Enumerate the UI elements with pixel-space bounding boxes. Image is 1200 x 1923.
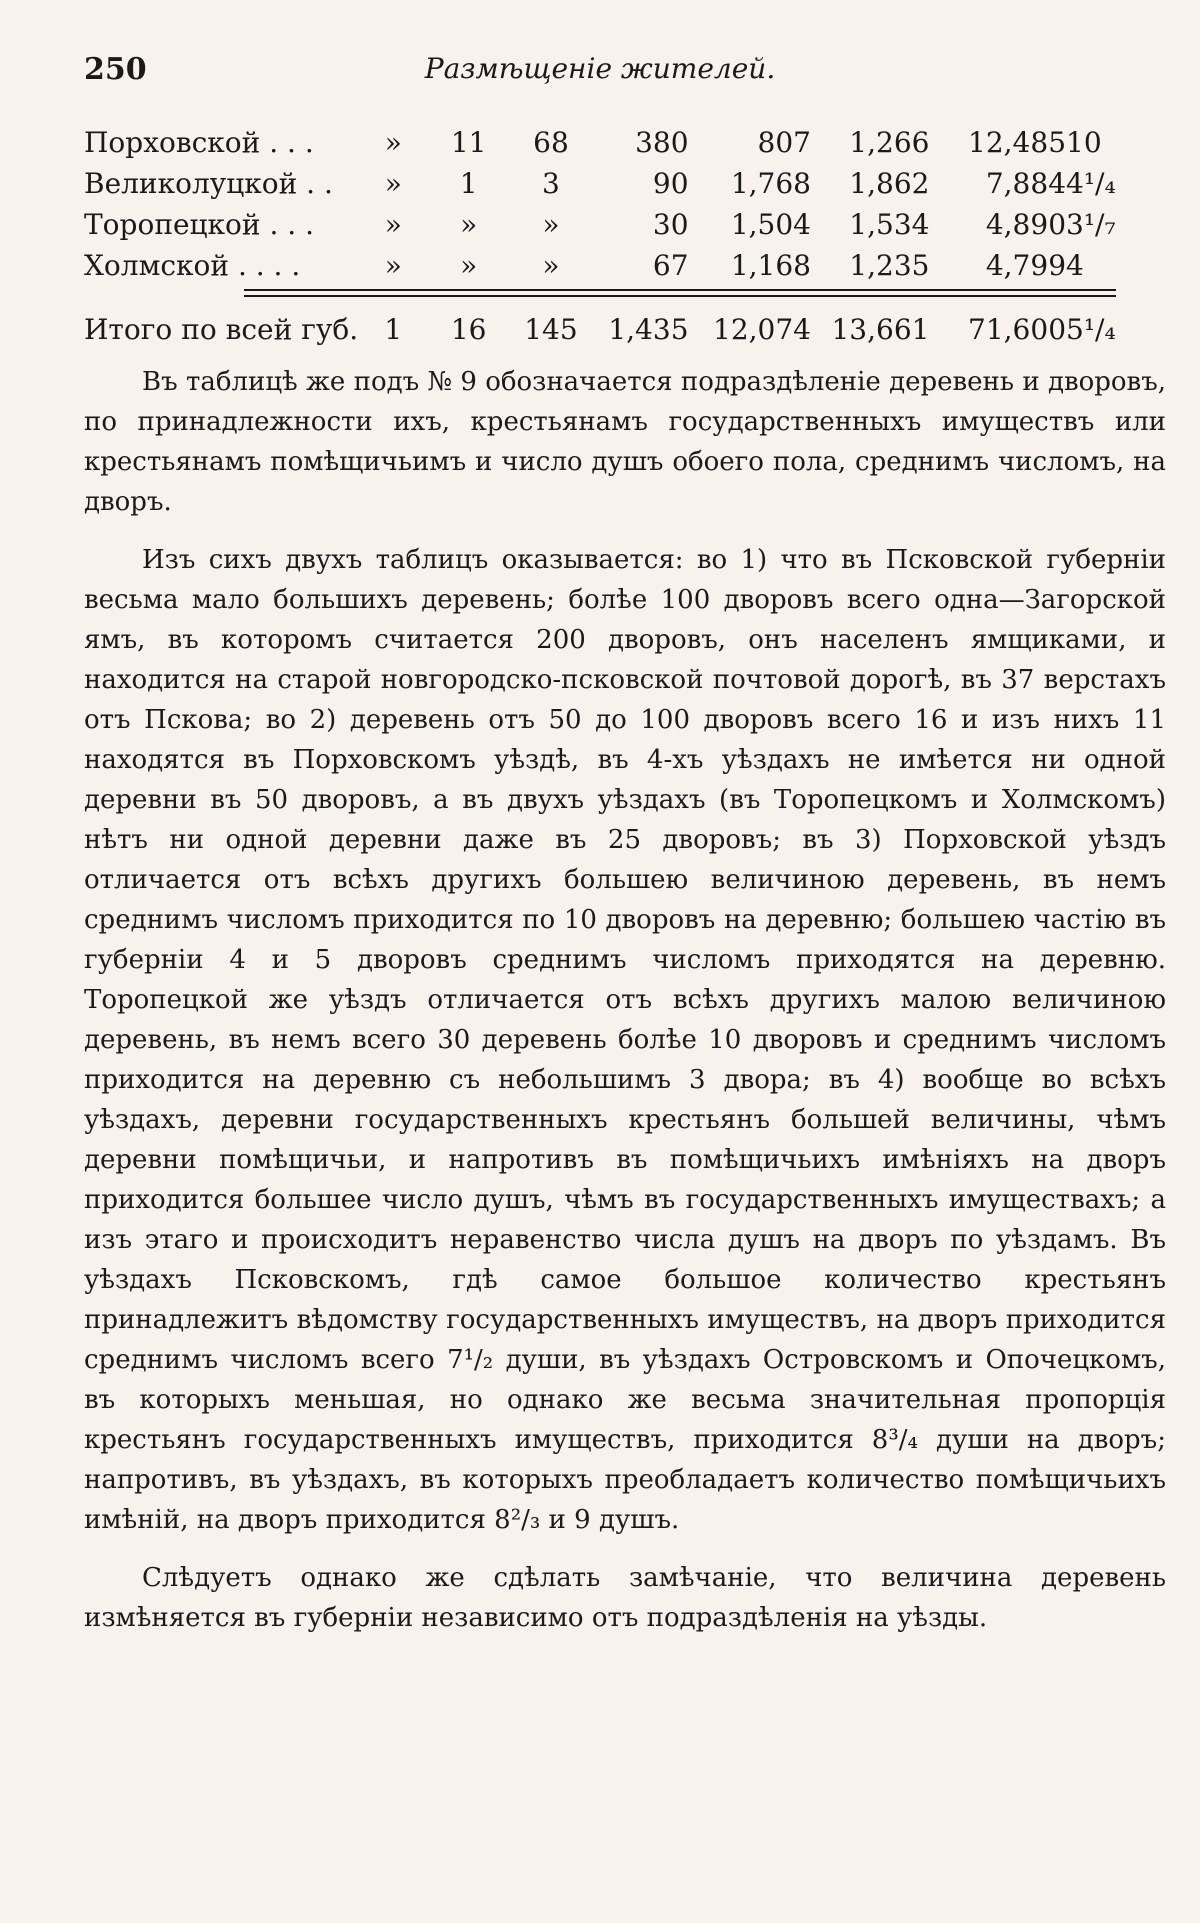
table-cell: 12,485 (968, 126, 1067, 159)
souls-per-household: 4¹/₄ (1066, 167, 1116, 200)
table-cell: 1,534 (849, 208, 930, 241)
body-text (84, 362, 1166, 1656)
table-cell: 4,890 (985, 208, 1067, 241)
district-name: Холмской . . . . (84, 249, 301, 282)
table-row (84, 204, 1116, 245)
table-cell: 145 (524, 313, 578, 346)
table-cell: 1,266 (849, 126, 930, 159)
table-cell: » (542, 249, 560, 282)
district-statistics-table (84, 122, 1116, 350)
table-cell: 807 (757, 126, 811, 159)
table-cell: » (384, 249, 402, 282)
page-number: 250 (84, 52, 147, 87)
table-cell: 1 (384, 313, 403, 346)
souls-per-household: 10 (1066, 126, 1102, 159)
table-row (84, 122, 1116, 163)
district-name: Великолуцкой . . (84, 167, 333, 200)
table-cell: 1,168 (730, 249, 811, 282)
table-cell: 1,768 (730, 167, 811, 200)
table-cell: 3 (542, 167, 560, 200)
table-cell: » (460, 249, 478, 282)
paragraph: Въ таблицѣ же подъ № 9 обозначается подраздѣленіе деревень и дворовъ, по принадлежности ихъ, крестьянамъ государственныхъ имуществъ или крестьянамъ помѣщичьимъ и число душъ обоего пола, среднимъ числомъ, на дворъ. (84, 367, 1166, 517)
table-cell: 1,862 (849, 167, 930, 200)
running-title: Размѣщеніе жителей. (424, 52, 776, 85)
table-cell: 90 (652, 167, 689, 200)
table-cell: 68 (533, 126, 569, 159)
table-row (84, 245, 1116, 286)
table-cell: 1 (459, 167, 478, 200)
table-cell: » (384, 126, 402, 159)
running-head (84, 52, 1116, 102)
total-label: Итого по всей губ. (84, 313, 359, 346)
table-cell: 380 (635, 126, 689, 159)
table-cell: 71,600 (968, 313, 1067, 346)
paragraph: Слѣдуетъ однако же сдѣлать замѣчаніе, что величина деревень измѣняется въ губерніи независимо отъ подраздѣленія на уѣзды. (84, 1563, 1166, 1633)
table-cell: » (542, 208, 560, 241)
table-cell: 30 (652, 208, 689, 241)
souls-per-household: 3¹/₇ (1066, 208, 1116, 241)
table-cell: 4,799 (985, 249, 1067, 282)
table-cell: 7,884 (985, 167, 1067, 200)
table-cell: 13,661 (831, 313, 930, 346)
table-row (84, 163, 1116, 204)
table-cell: 1,435 (608, 313, 689, 346)
table-cell: » (460, 208, 478, 241)
souls-per-household: 4 (1066, 249, 1084, 282)
total-rule (244, 289, 1116, 297)
table-cell: 67 (652, 249, 689, 282)
table-cell: 1,235 (849, 249, 930, 282)
souls-per-household: 5¹/₄ (1066, 313, 1116, 346)
district-name: Торопецкой . . . (84, 208, 314, 241)
table-cell: » (384, 167, 402, 200)
table-cell: » (384, 208, 402, 241)
table-cell: 12,074 (713, 313, 811, 346)
table-cell: 1,504 (730, 208, 811, 241)
table-cell: 16 (450, 313, 487, 346)
district-name: Порховской . . . (84, 126, 314, 159)
paragraph: Изъ сихъ двухъ таблицъ оказывается: во 1) что въ Псковской губерніи весьма мало большихъ деревень; болѣе 100 дворовъ всего одна—Загорской ямъ, въ которомъ считается 200 дворовъ, онъ населенъ ямщиками, и находится на старой новгородско-псковской почтовой дорогѣ, въ 37 верстахъ отъ Пскова; во 2) деревень отъ 50 до 100 дворовъ всего 16 и изъ нихъ 11 находятся въ Порховскомъ уѣздѣ, въ 4-хъ уѣздахъ не имѣется ни одной деревни въ 50 дворовъ, а въ двухъ уѣздахъ (въ Торопецкомъ и Холмскомъ) нѣтъ ни одной деревни даже въ 25 дворовъ; въ 3) Порховской уѣздъ отличается отъ всѣхъ другихъ большею величиною деревень, въ немъ среднимъ числомъ приходится по 10 дворовъ на деревню; большею частію въ губерніи 4 и 5 дворовъ среднимъ числомъ приходятся на деревню. Торопецкой же уѣздъ отличается отъ всѣхъ другихъ малою величиною деревень, въ немъ всего 30 деревень болѣе 10 дворовъ и среднимъ числомъ приходится на деревню съ небольшимъ 3 двора; въ 4) вообще во всѣхъ уѣздахъ, деревни государственныхъ крестьянъ большей величины, чѣмъ деревни помѣщичьи, и напротивъ въ помѣщичьихъ имѣніяхъ на дворъ приходится большее число душъ, чѣмъ въ государственныхъ имуществахъ; а изъ этаго и происходитъ неравенство числа душъ на дворъ по уѣздамъ. Въ уѣздахъ Псковскомъ, гдѣ самое большое количество крестьянъ принадлежитъ вѣдомству государственныхъ имуществъ, на дворъ приходится среднимъ числомъ всего 7¹/₂ души, въ уѣздахъ Островскомъ и Опочецкомъ, въ которыхъ меньшая, но однако же весьма значительная пропорція крестьянъ государственныхъ имуществъ, приходится 8³/₄ души на дворъ; напротивъ, въ уѣздахъ, въ которыхъ преобладаетъ количество помѣщичьихъ имѣній, на дворъ приходится 8²/₃ и 9 душъ. (84, 545, 1166, 1535)
table-cell: 11 (450, 126, 487, 159)
